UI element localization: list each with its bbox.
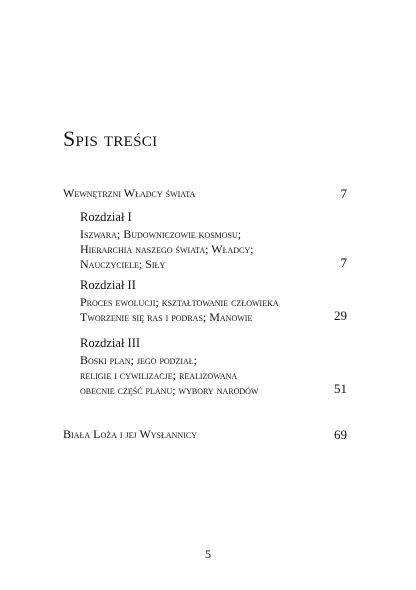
toc-entry-page: 7 bbox=[340, 186, 347, 201]
chapter-heading: Rozdział II bbox=[80, 278, 136, 292]
chapter-line-text: obecnie część planu; wybory narodów bbox=[80, 383, 259, 397]
chapter-block bbox=[80, 336, 347, 396]
chapter-line bbox=[80, 293, 347, 308]
chapter-line-page: 29 bbox=[334, 308, 347, 323]
chapter-line[interactable] bbox=[80, 381, 347, 396]
toc-entry[interactable] bbox=[63, 186, 347, 201]
chapter-line-text: religie i cywilizacje; realizowana bbox=[80, 368, 238, 382]
chapter-line bbox=[80, 366, 347, 381]
chapter-line-text: Boski plan; jego podział; bbox=[80, 353, 198, 367]
chapter-block bbox=[80, 210, 347, 270]
chapter-line-text: Iszwara; Budowniczowie kosmosu; bbox=[80, 227, 242, 241]
chapter-line[interactable] bbox=[80, 308, 347, 323]
chapter-line-page: 7 bbox=[340, 255, 347, 270]
chapter-line bbox=[80, 225, 347, 240]
chapter-line[interactable] bbox=[80, 255, 347, 270]
chapter-heading: Rozdział III bbox=[80, 336, 141, 350]
toc-entry-label: Biała Loża i jej Wysłannicy bbox=[63, 427, 197, 441]
chapter-line-text: Hierarchia naszego świata; Władcy; bbox=[80, 242, 254, 256]
chapter-heading: Rozdział I bbox=[80, 210, 132, 224]
page-title: Spis treści bbox=[63, 126, 158, 151]
page-number: 5 bbox=[205, 547, 211, 561]
toc-entry[interactable] bbox=[63, 427, 347, 442]
chapter-block bbox=[80, 278, 347, 323]
chapter-line-text: Nauczyciele; Siły bbox=[80, 257, 166, 271]
toc-entry-label: Wewnętrzni Władcy świata bbox=[63, 186, 196, 200]
chapter-line-text: Proces ewolucji; kształtowanie człowieka bbox=[80, 295, 279, 309]
chapter-line-text: Tworzenie się ras i podras; Manowie bbox=[80, 310, 253, 324]
toc-entry-page: 69 bbox=[334, 427, 347, 442]
chapter-line bbox=[80, 240, 347, 255]
chapter-line-page: 51 bbox=[334, 381, 347, 396]
chapter-line bbox=[80, 351, 347, 366]
